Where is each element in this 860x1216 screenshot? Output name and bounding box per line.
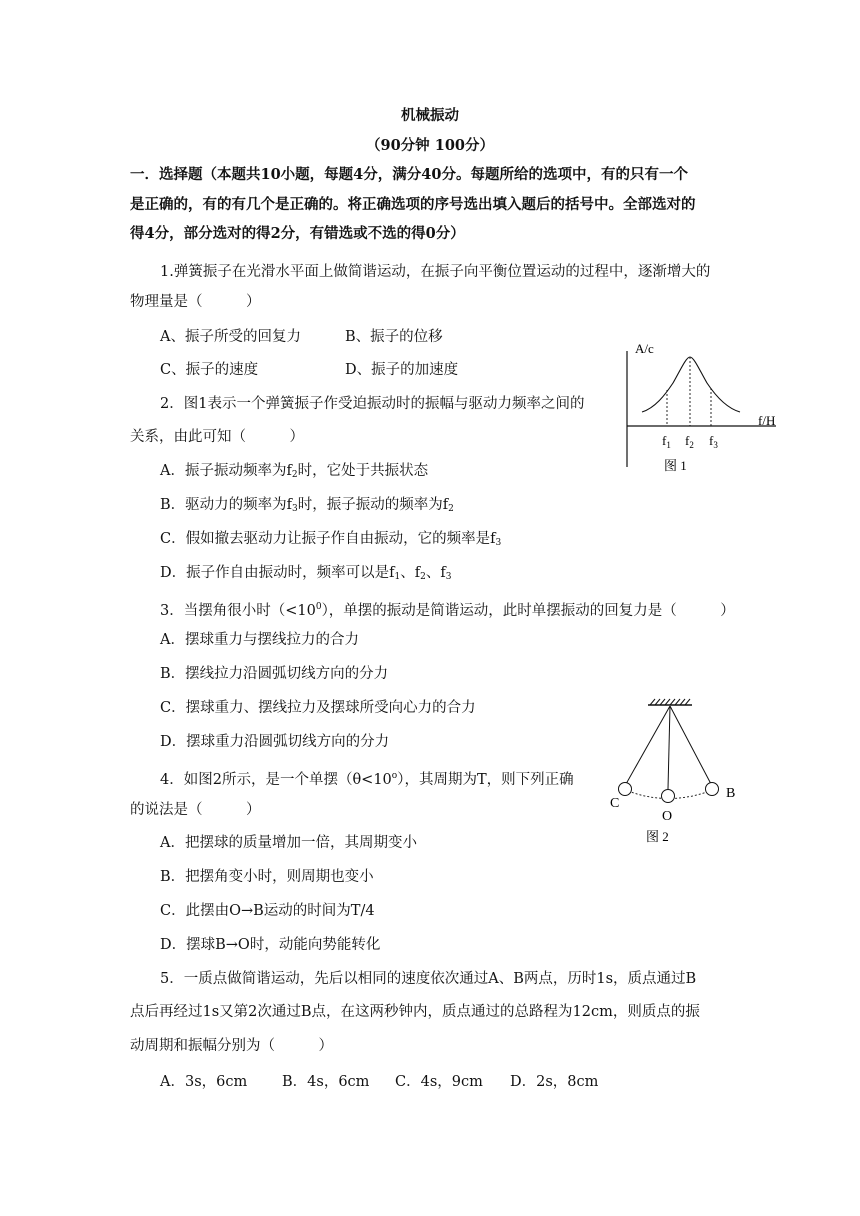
q1-stem-line-2: 物理量是（ ）	[130, 294, 261, 310]
q2-stem-line-1: 2．图1表示一个弹簧振子作受迫振动时的振幅与驱动力频率之间的	[160, 396, 585, 412]
q4-option-d: D．摆球B→O时，动能向势能转化	[160, 937, 381, 953]
q2-option-b: B．驱动力的频率为$f_3$时，振子振动的频率为$f_2$	[160, 497, 454, 514]
q4-option-c: C．此摆由O→B运动的时间为T/4	[160, 903, 375, 919]
section-heading-line-1: 一．选择题（本题共10小题，每题4分，满分40分。每题所给的选项中，有的只有一个	[130, 166, 688, 183]
q3-option-b: B．摆线拉力沿圆弧切线方向的分力	[160, 666, 389, 682]
figure-2-ball-b	[706, 783, 719, 796]
q5-option-a: A．3s，6cm	[160, 1074, 248, 1090]
q1-option-b: B、振子的位移	[345, 329, 443, 345]
figure-2-ceiling-hatch	[650, 699, 690, 705]
q3-option-a: A．摆球重力与摆线拉力的合力	[160, 632, 359, 648]
figure-2-string-middle	[668, 706, 670, 789]
figure-1-tick-f3: $f_3$	[709, 433, 718, 450]
figure-1-resonance-curve	[610, 335, 790, 480]
q4-option-a: A．把摆球的质量增加一倍，其周期变小	[160, 835, 417, 851]
q2-stem-line-2: 关系，由此可知（ ）	[130, 429, 304, 445]
q1-option-c: C、振子的速度	[160, 362, 259, 378]
q5-option-c: C．4s，9cm	[395, 1074, 483, 1090]
q5-option-d: D．2s，8cm	[510, 1074, 599, 1090]
page-subtitle: （90分钟 100分）	[366, 137, 494, 154]
q1-option-a: A、振子所受的回复力	[160, 329, 301, 345]
q3-stem: 3．当摆角很小时$(<10^0)$，单摆的振动是简谐运动，此时单摆振动的回复力是（ ）	[160, 602, 735, 619]
q5-stem-line-3: 动周期和振幅分别为（ ）	[130, 1038, 333, 1054]
figure-1-y-label: A/c	[635, 341, 654, 356]
q3-option-c: C．摆球重力、摆线拉力及摆球所受向心力的合力	[160, 700, 476, 716]
q5-stem-line-1: 5．一质点做简谐运动，先后以相同的速度依次通过A、B两点，历时1s，质点通过B	[160, 971, 697, 987]
figure-2-ball-o	[662, 790, 675, 803]
q4-stem-line-2: 的说法是（ ）	[130, 802, 261, 818]
figure-2-label-b: B	[726, 786, 736, 801]
q5-stem-line-2: 点后再经过1s又第2次通过B点，在这两秒钟内，质点通过的总路程为12cm，则质点的振	[130, 1004, 700, 1020]
figure-2-caption: 图 2	[646, 829, 669, 844]
figure-2-string-right	[670, 706, 711, 784]
figure-1-x-label: f/H	[758, 413, 776, 428]
q2-option-d: D．振子作自由振动时，频率可以是$f_1$、$f_2$、$f_3$	[160, 565, 452, 582]
figure-2-pendulum	[600, 690, 750, 845]
figure-2-label-c: C	[610, 796, 620, 811]
page-title: 机械振动	[401, 107, 459, 124]
q4-option-b: B．把摆角变小时，则周期也变小	[160, 869, 374, 885]
q1-option-d: D、振子的加速度	[345, 362, 459, 378]
q1-stem-line-1: 1.弹簧振子在光滑水平面上做简谐运动，在振子向平衡位置运动的过程中，逐渐增大的	[160, 264, 711, 280]
q4-stem-line-1: 4．如图2所示，是一个单摆$(\theta<10^o)$，其周期为T，则下列正确	[160, 771, 574, 788]
figure-1-tick-f1: $f_1$	[662, 433, 671, 450]
section-heading-line-2: 是正确的，有的有几个是正确的。将正确选项的序号选出填入题后的括号中。全部选对的	[130, 196, 696, 213]
figure-1-curve	[642, 357, 740, 412]
q2-option-c: C．假如撤去驱动力让振子作自由振动，它的频率是$f_3$	[160, 531, 502, 548]
figure-2-label-o: O	[662, 809, 673, 824]
figure-1-caption: 图 1	[664, 458, 687, 473]
section-heading-line-3: 得4分，部分选对的得2分，有错选或不选的得0分）	[130, 225, 465, 242]
figure-1-tick-f2: $f_2$	[685, 433, 694, 450]
q2-option-a: A．振子振动频率为$f_2$时，它处于共振状态	[160, 463, 429, 480]
q3-option-d: D．摆球重力沿圆弧切线方向的分力	[160, 734, 390, 750]
q5-option-b: B．4s，6cm	[282, 1074, 370, 1090]
figure-2-ball-c	[619, 783, 632, 796]
figure-2-string-left	[626, 706, 670, 784]
